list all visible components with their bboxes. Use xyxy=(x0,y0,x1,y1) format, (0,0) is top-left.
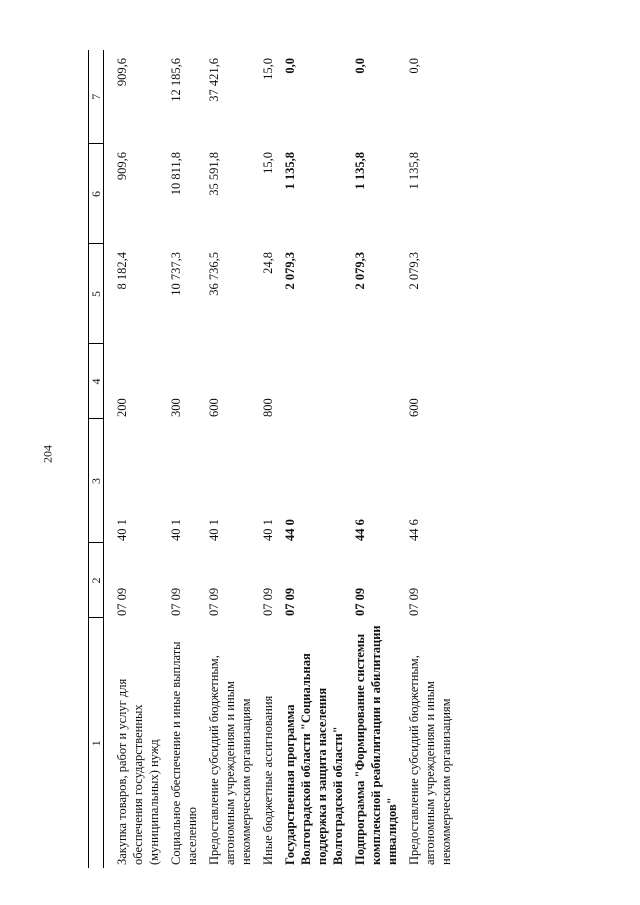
table-row xyxy=(400,50,454,868)
row-expense-type: 200 xyxy=(115,398,129,417)
row-expense-type: 300 xyxy=(169,398,183,417)
row-value-col7: 0,0 xyxy=(283,58,297,74)
row-target-code: 40 1 xyxy=(169,519,183,541)
row-expense-type xyxy=(276,344,346,419)
row-expense-type xyxy=(346,344,400,419)
row-value-col5: 2 079,3 xyxy=(353,252,367,290)
row-value-col7: 0,0 xyxy=(353,58,367,74)
row-value-col7: 909,6 xyxy=(115,58,129,87)
header-cell-1: 1 xyxy=(89,618,104,868)
row-name: Иные бюджетные ассигнования xyxy=(261,695,275,865)
row-value-col6: 10 811,8 xyxy=(169,152,183,196)
table-row xyxy=(104,50,163,868)
row-section-code: 07 09 xyxy=(407,587,421,616)
row-value-col5: 10 737,3 xyxy=(169,252,183,296)
header-cell-6: 6 xyxy=(89,144,104,244)
row-target-code: 44 6 xyxy=(353,519,367,541)
row-section-code: 07 09 xyxy=(353,587,367,616)
row-section-code: 07 09 xyxy=(283,587,297,616)
row-expense-type: 600 xyxy=(207,398,221,417)
row-name: Закупка товаров, работ и услуг для обеспечения государственных (муниципальных) нужд xyxy=(115,678,161,865)
row-value-col7: 0,0 xyxy=(407,58,421,74)
header-cell-7: 7 xyxy=(89,50,104,144)
row-value-col7: 37 421,6 xyxy=(207,58,221,102)
row-value-col5: 2 079,3 xyxy=(283,252,297,290)
row-value-col5: 36 736,5 xyxy=(207,252,221,296)
row-expense-type: 600 xyxy=(407,398,421,417)
row-value-col5: 2 079,3 xyxy=(407,252,421,290)
rotated-page-content xyxy=(0,35,640,905)
row-target-code: 40 1 xyxy=(115,519,129,541)
page-number: 204 xyxy=(40,445,55,463)
row-section-code: 07 09 xyxy=(115,587,129,616)
table-row-program xyxy=(276,50,346,868)
row-section-code: 07 09 xyxy=(207,587,221,616)
row-name: Предоставление субсидий бюджетным, автономным учреждениям и иным некоммерческим организациям xyxy=(407,655,453,865)
row-name: Социальное обеспечение и иные выплаты населению xyxy=(169,641,199,865)
row-target-code: 40 1 xyxy=(261,519,275,541)
header-cell-3: 3 xyxy=(89,419,104,543)
row-value-col6: 909,6 xyxy=(115,152,129,181)
row-value-col6: 15,0 xyxy=(261,152,275,174)
header-row xyxy=(89,50,104,868)
header-cell-5: 5 xyxy=(89,244,104,344)
table-row xyxy=(254,50,276,868)
row-section-code: 07 09 xyxy=(169,587,183,616)
row-section-code: 07 09 xyxy=(261,587,275,616)
row-name: Предоставление субсидий бюджетным, автономным учреждениям и иным некоммерческим организациям xyxy=(207,655,253,865)
row-value-col6: 1 135,8 xyxy=(353,152,367,190)
row-expense-type: 800 xyxy=(261,398,275,417)
header-cell-4: 4 xyxy=(89,344,104,419)
row-target-code: 40 1 xyxy=(207,519,221,541)
table-row xyxy=(162,50,200,868)
row-value-col5: 8 182,4 xyxy=(115,252,129,290)
row-target-code: 44 0 xyxy=(283,519,297,541)
table-row xyxy=(200,50,254,868)
row-value-col6: 35 591,8 xyxy=(207,152,221,196)
row-value-col7: 12 185,6 xyxy=(169,58,183,102)
row-value-col6: 1 135,8 xyxy=(283,152,297,190)
row-value-col5: 24,8 xyxy=(261,252,275,274)
header-cell-2: 2 xyxy=(89,543,104,618)
budget-table xyxy=(88,50,454,868)
row-target-code: 44 6 xyxy=(407,519,421,541)
row-value-col6: 1 135,8 xyxy=(407,152,421,190)
row-name: Подпрограмма "Формирование системы комплексной реабилитации и абилитации инвалидов" xyxy=(353,625,399,865)
row-name: Государственная программа Волгоградской области "Социальная поддержка и защита населения Волгоградской области" xyxy=(283,653,345,865)
table-row-subprogram xyxy=(346,50,400,868)
row-value-col7: 15,0 xyxy=(261,58,275,80)
